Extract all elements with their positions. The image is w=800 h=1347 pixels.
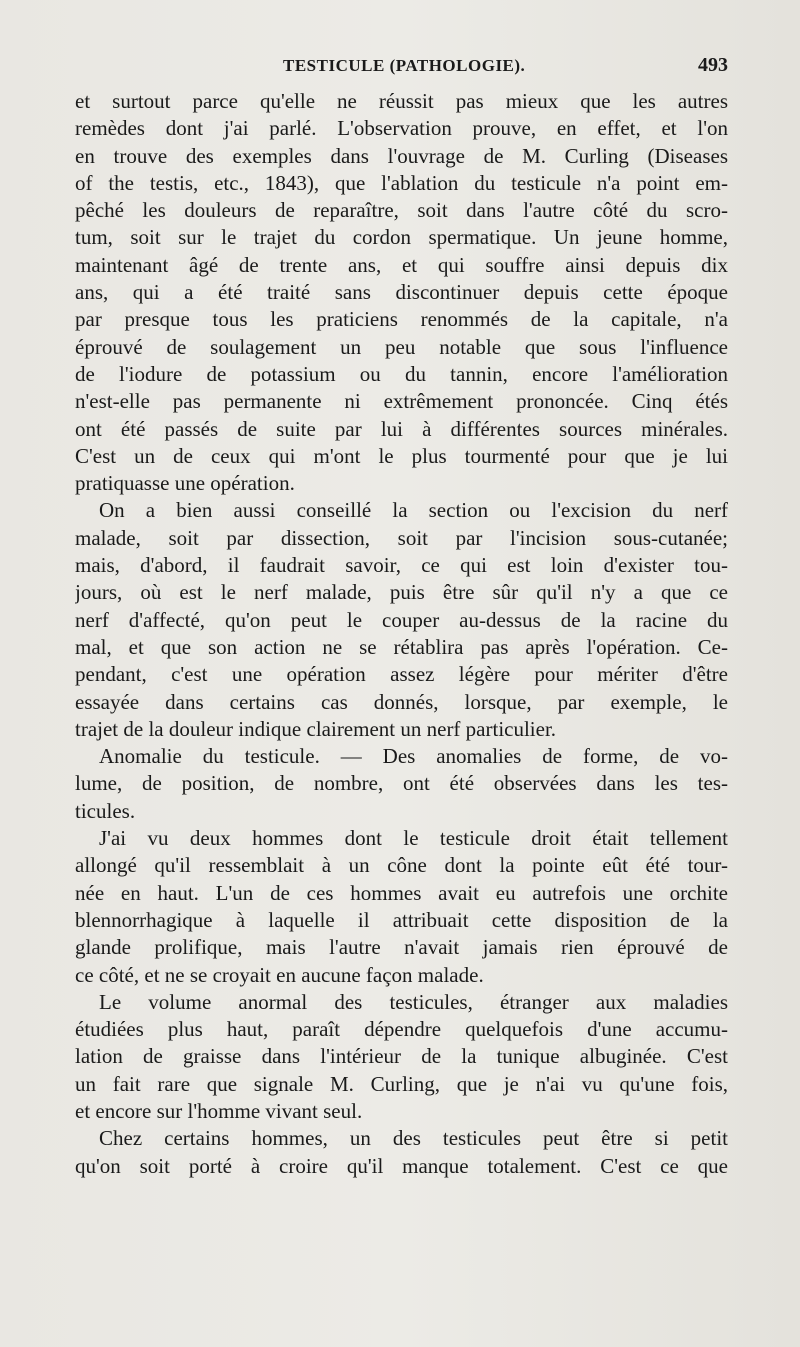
text-line: pêché les douleurs de reparaître, soit dans l'autre côté du scro- xyxy=(75,198,728,223)
text-line: allongé qu'il ressemblait à un cône dont la pointe eût été tour- xyxy=(75,853,728,878)
text-line: lume, de position, de nombre, ont été observées dans les tes- xyxy=(75,771,728,796)
text-line: mal, et que son action ne se rétablira pas après l'opération. Ce- xyxy=(75,634,728,659)
text-line: remèdes dont j'ai parlé. L'observation prouve, en effet, et l'on xyxy=(75,116,728,141)
text-line: ce côté, et ne se croyait en aucune façon malade. xyxy=(75,962,484,987)
running-title: TESTICULE (PATHOLOGIE). xyxy=(283,56,526,75)
text-line: un fait rare que signale M. Curling, que je n'ai vu qu'une fois, xyxy=(75,1071,728,1096)
text-line: et surtout parce qu'elle ne réussit pas mieux que les autres xyxy=(75,89,728,113)
text-line: essayée dans certains cas donnés, lorsque, par exemple, le xyxy=(75,689,728,714)
text-line: J'ai vu deux hommes dont le testicule droit était tellement xyxy=(99,826,728,851)
text-line: tum, soit sur le trajet du cordon spermatique. Un jeune homme, xyxy=(75,225,728,250)
text-line: née en haut. L'un de ces hommes avait eu autrefois une orchite xyxy=(75,880,728,905)
text-line: Chez certains hommes, un des testicules peut être si petit xyxy=(99,1126,728,1151)
text-line: ont été passés de suite par lui à différentes sources minérales. xyxy=(75,416,728,441)
page-header xyxy=(75,56,728,86)
text-line: de l'iodure de potassium ou du tannin, encore l'amélioration xyxy=(75,361,728,386)
text-line: par presque tous les praticiens renommés de la capitale, n'a xyxy=(75,307,728,332)
text-line: en trouve des exemples dans l'ouvrage de M. Curling (Diseases xyxy=(75,143,728,168)
page-number: 493 xyxy=(698,54,728,76)
text-line: maintenant âgé de trente ans, et qui souffre ainsi depuis dix xyxy=(75,252,728,277)
text-line: On a bien aussi conseillé la section ou l'excision du nerf xyxy=(99,498,728,523)
text-line: lation de graisse dans l'intérieur de la tunique albuginée. C'est xyxy=(75,1044,728,1069)
text-line: malade, soit par dissection, soit par l'incision sous-cutanée; xyxy=(75,525,728,550)
text-line: pendant, c'est une opération assez légère pour mériter d'être xyxy=(75,662,728,687)
text-line: nerf d'affecté, qu'on peut le couper au-dessus de la racine du xyxy=(75,607,728,632)
text-line: éprouvé de soulagement un peu notable que sous l'influence xyxy=(75,334,728,359)
body-text xyxy=(75,88,728,1180)
text-line: n'est-elle pas permanente ni extrêmement prononcée. Cinq étés xyxy=(75,389,728,414)
text-line: ans, qui a été traité sans discontinuer depuis cette époque xyxy=(75,280,728,305)
text-line: blennorrhagique à laquelle il attribuait cette disposition de la xyxy=(75,907,728,932)
text-line: ticules. xyxy=(75,798,136,823)
text-line: C'est un de ceux qui m'ont le plus tourmenté pour que je lui xyxy=(75,443,728,468)
text-line: trajet de la douleur indique clairement un nerf particulier. xyxy=(75,716,557,741)
text-line: et encore sur l'homme vivant seul. xyxy=(75,1098,363,1123)
text-line: mais, d'abord, il faudrait savoir, ce qui est loin d'exister tou- xyxy=(75,553,728,578)
text-line: Le volume anormal des testicules, étranger aux maladies xyxy=(99,989,728,1014)
text-line: jours, où est le nerf malade, puis être sûr qu'il n'y a que ce xyxy=(75,580,728,605)
text-line: glande prolifique, mais l'autre n'avait jamais rien éprouvé de xyxy=(75,935,728,960)
text-line: of the testis, etc., 1843), que l'ablation du testicule n'a point em- xyxy=(75,170,728,195)
text-line: qu'on soit porté à croire qu'il manque totalement. C'est ce que xyxy=(75,1153,728,1178)
text-line: étudiées plus haut, paraît dépendre quelquefois d'une accumu- xyxy=(75,1017,728,1042)
text-line: pratiquasse une opération. xyxy=(75,471,295,496)
section-heading-line: Anomalie du testicule. — Des anomalies de forme, de vo- xyxy=(99,744,728,769)
